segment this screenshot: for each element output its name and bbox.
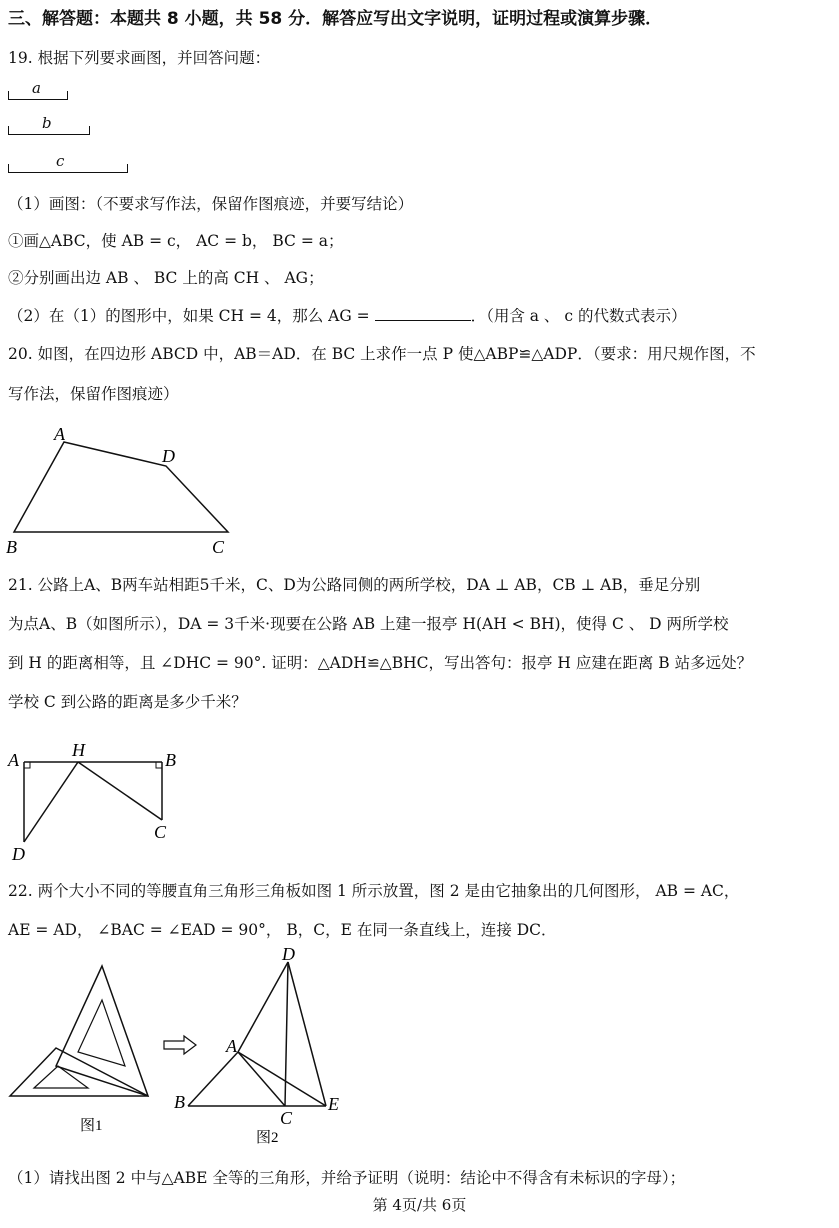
section-header: 三、解答题：本题共 8 小题，共 58 分．解答应写出文字说明，证明过程或演算步骤． — [8, 9, 663, 29]
fig1-caption: 图1 — [80, 1118, 103, 1134]
answer-blank — [375, 306, 471, 321]
q19-step2: ②分别画出边 AB 、 BC 上的高 CH 、 AG； — [8, 269, 324, 287]
q22-line2: AE = AD， ∠BAC = ∠EAD = 90°， B，C，E 在同一条直线上，连接 DC． — [8, 921, 557, 939]
fig2-label-d: D — [282, 944, 295, 964]
segment-a-label: a — [32, 79, 41, 97]
q21-label-h: H — [72, 740, 85, 760]
q21-label-d: D — [12, 844, 25, 864]
q21-label-c: C — [154, 822, 167, 842]
q20-quadrilateral-figure — [0, 420, 260, 560]
q21-line4: 学校 C 到公路的距离是多少千米？ — [8, 693, 247, 711]
q22-part1: （1）请找出图 2 中与△ABE 全等的三角形，并给予证明（说明：结论中不得含有未标识的字母）； — [8, 1169, 686, 1187]
q21-road-figure — [0, 740, 200, 865]
q19-part1: （1）画图：（不要求写作法，保留作图痕迹，并要写结论） — [8, 195, 414, 213]
fig2-label-e: E — [328, 1094, 339, 1114]
page-footer: 第 4页/共 6页 — [372, 1196, 467, 1214]
q22-figure-2 — [170, 944, 350, 1148]
q21-line2: 为点A、B（如图所示），DA = 3千米·现要在公路 AB 上建一报亭 H(AH < BH)，使得 C 、 D 两所学校 — [8, 615, 729, 633]
q19-step1: ①画△ABC，使 AB = c， AC = b， BC = a； — [8, 232, 344, 250]
segment-b-label: b — [42, 114, 52, 132]
q20-label-a: A — [54, 424, 65, 444]
q20-label-d: D — [162, 446, 175, 466]
q20-label-b: B — [6, 537, 17, 557]
q22-figure-1 — [0, 960, 160, 1140]
q21-line1: 21. 公路上A、B两车站相距5千米，C、D为公路同侧的两所学校，DA ⊥ AB，CB ⊥ AB，垂足分别 — [8, 576, 701, 594]
q22-line1: 22. 两个大小不同的等腰直角三角形三角板如图 1 所示放置，图 2 是由它抽象出的几何图形， AB = AC， — [8, 882, 740, 900]
q21-label-a: A — [8, 750, 19, 770]
fig2-label-b: B — [174, 1092, 185, 1112]
q19-part2-text: （2）在（1）的图形中，如果 CH = 4，那么 AG = — [8, 307, 375, 325]
q19-stem: 19. 根据下列要求画图，并回答问题： — [8, 49, 271, 67]
q19-part2-text-end: ．（用含 a 、 c 的代数式表示） — [470, 307, 687, 325]
fig2-caption: 图2 — [256, 1130, 279, 1146]
fig2-label-c: C — [280, 1108, 293, 1128]
segment-c-label: c — [56, 152, 65, 170]
fig2-label-a: A — [226, 1036, 237, 1056]
q20-line2: 写作法，保留作图痕迹） — [8, 385, 179, 403]
q20-line1: 20. 如图，在四边形 ABCD 中，AB＝AD．在 BC 上求作一点 P 使△ABP≌△ADP．（要求：用尺规作图，不 — [8, 345, 756, 363]
q21-label-b: B — [165, 750, 176, 770]
q21-line3: 到 H 的距离相等，且 ∠DHC = 90°. 证明：△ADH≌△BHC，写出答句：报亭 H 应建在距离 B 站多远处？ — [8, 654, 753, 672]
q19-part2 — [8, 304, 686, 326]
segment-c — [8, 164, 128, 173]
q20-label-c: C — [212, 537, 225, 557]
